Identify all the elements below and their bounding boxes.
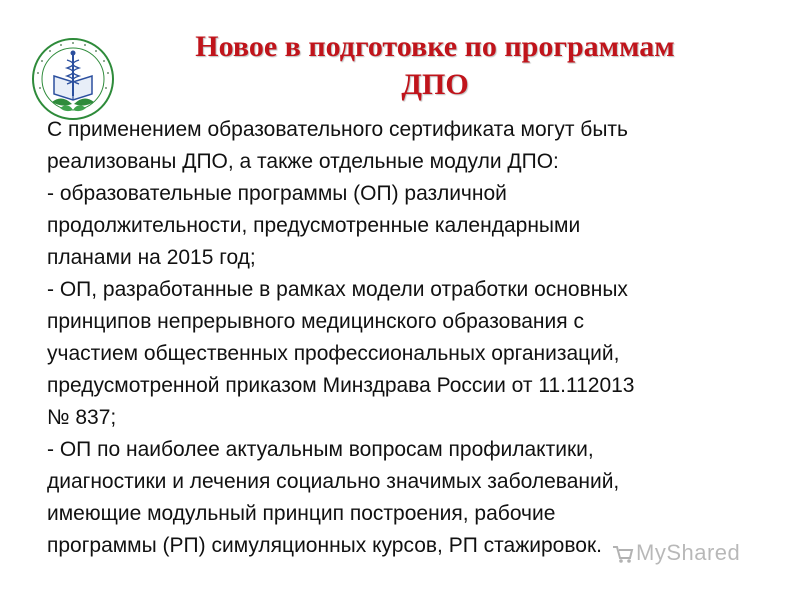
university-seal-logo (30, 36, 116, 122)
slide-body-text (47, 114, 767, 562)
body-line: принципов непрерывного медицинского образования с (47, 310, 584, 333)
watermark-text: MyShared (636, 540, 741, 565)
body-line: С применением образовательного сертификата могут быть (47, 118, 628, 141)
cart-icon (612, 544, 634, 564)
body-line: диагностики и лечения социально значимых заболеваний, (47, 470, 620, 493)
body-line: - образовательные программы (ОП) различной (47, 182, 507, 205)
body-line: планами на 2015 год; (47, 246, 256, 269)
body-line: имеющие модульный принцип построения, рабочие (47, 502, 556, 525)
body-line: № 837; (47, 406, 117, 429)
body-line: участием общественных профессиональных организаций, (47, 342, 620, 365)
body-line: - ОП по наиболее актуальным вопросам профилактики, (47, 438, 594, 461)
slide-title (120, 28, 750, 104)
body-line: реализованы ДПО, а также отдельные модули ДПО: (47, 150, 559, 173)
body-line: предусмотренной приказом Минздрава России от 11.112013 (47, 374, 635, 397)
title-line-1: Новое в подготовке по программам (195, 30, 675, 63)
body-line: продолжительности, предусмотренные календарными (47, 214, 581, 237)
title-line-2: ДПО (401, 68, 469, 101)
watermark (612, 540, 740, 566)
body-line: программы (РП) симуляционных курсов, РП стажировок. (47, 534, 602, 557)
body-line: - ОП, разработанные в рамках модели отработки основных (47, 278, 628, 301)
